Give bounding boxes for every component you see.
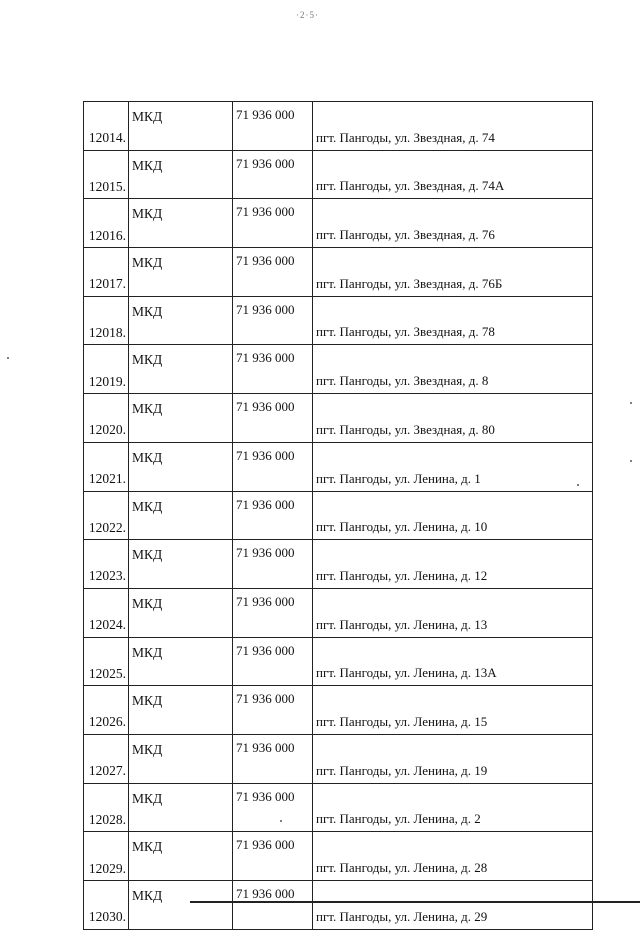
oktmo-code: 71 936 000 [233,637,313,686]
address: пгт. Пангоды, ул. Ленина, д. 13А [313,637,593,686]
table-row [84,442,593,491]
object-type: МКД [129,394,233,443]
table-row [84,540,593,589]
scan-speck [630,402,632,404]
table-row [84,491,593,540]
row-number: 12015. [84,150,129,199]
table-row [84,199,593,248]
address: пгт. Пангоды, ул. Ленина, д. 19 [313,734,593,783]
row-number: 12027. [84,734,129,783]
address: пгт. Пангоды, ул. Звездная, д. 8 [313,345,593,394]
table-row [84,394,593,443]
oktmo-code: 71 936 000 [233,345,313,394]
table-row [84,102,593,151]
oktmo-code: 71 936 000 [233,734,313,783]
bottom-edge-line [190,901,640,903]
object-type: МКД [129,686,233,735]
registry-table [83,101,593,930]
row-number: 12026. [84,686,129,735]
address: пгт. Пангоды, ул. Ленина, д. 28 [313,832,593,881]
row-number: 12020. [84,394,129,443]
table-row [84,150,593,199]
scan-speck [630,460,632,462]
address: пгт. Пангоды, ул. Звездная, д. 76Б [313,248,593,297]
object-type: МКД [129,248,233,297]
object-type: МКД [129,345,233,394]
row-number: 12022. [84,491,129,540]
row-number: 12023. [84,540,129,589]
page-mark: ·2·5· [296,10,319,20]
row-number: 12019. [84,345,129,394]
row-number: 12021. [84,442,129,491]
object-type: МКД [129,102,233,151]
address: пгт. Пангоды, ул. Ленина, д. 29 [313,881,593,930]
object-type: МКД [129,296,233,345]
object-type: МКД [129,540,233,589]
row-number: 12028. [84,783,129,832]
address: пгт. Пангоды, ул. Звездная, д. 78 [313,296,593,345]
object-type: МКД [129,491,233,540]
oktmo-code: 71 936 000 [233,394,313,443]
row-number: 12024. [84,588,129,637]
address: пгт. Пангоды, ул. Звездная, д. 76 [313,199,593,248]
oktmo-code: 71 936 000 [233,442,313,491]
address: пгт. Пангоды, ул. Ленина, д. 12 [313,540,593,589]
object-type: МКД [129,881,233,930]
table-row [84,345,593,394]
address: пгт. Пангоды, ул. Ленина, д. 1 [313,442,593,491]
address: пгт. Пангоды, ул. Ленина, д. 10 [313,491,593,540]
address: пгт. Пангоды, ул. Ленина, д. 2 [313,783,593,832]
row-number: 12016. [84,199,129,248]
oktmo-code: 71 936 000 [233,540,313,589]
table-row [84,832,593,881]
row-number: 12017. [84,248,129,297]
row-number: 12014. [84,102,129,151]
oktmo-code: 71 936 000 [233,881,313,930]
address: пгт. Пангоды, ул. Звездная, д. 74 [313,102,593,151]
scan-speck [280,820,282,822]
row-number: 12025. [84,637,129,686]
table-row [84,686,593,735]
object-type: МКД [129,832,233,881]
address: пгт. Пангоды, ул. Ленина, д. 15 [313,686,593,735]
object-type: МКД [129,783,233,832]
address: пгт. Пангоды, ул. Ленина, д. 13 [313,588,593,637]
object-type: МКД [129,199,233,248]
row-number: 12018. [84,296,129,345]
table-row [84,248,593,297]
object-type: МКД [129,734,233,783]
registry-table-body [84,102,593,930]
oktmo-code: 71 936 000 [233,588,313,637]
address: пгт. Пангоды, ул. Звездная, д. 80 [313,394,593,443]
oktmo-code: 71 936 000 [233,150,313,199]
table-row [84,296,593,345]
oktmo-code: 71 936 000 [233,199,313,248]
object-type: МКД [129,637,233,686]
scan-speck [577,484,579,486]
object-type: МКД [129,150,233,199]
row-number: 12030. [84,881,129,930]
oktmo-code: 71 936 000 [233,296,313,345]
table-row [84,588,593,637]
oktmo-code: 71 936 000 [233,832,313,881]
table-row [84,637,593,686]
table-row [84,881,593,930]
oktmo-code: 71 936 000 [233,248,313,297]
address: пгт. Пангоды, ул. Звездная, д. 74А [313,150,593,199]
oktmo-code: 71 936 000 [233,102,313,151]
row-number: 12029. [84,832,129,881]
scan-speck [7,357,9,359]
oktmo-code: 71 936 000 [233,783,313,832]
table-row [84,783,593,832]
oktmo-code: 71 936 000 [233,491,313,540]
table-row [84,734,593,783]
object-type: МКД [129,588,233,637]
oktmo-code: 71 936 000 [233,686,313,735]
object-type: МКД [129,442,233,491]
